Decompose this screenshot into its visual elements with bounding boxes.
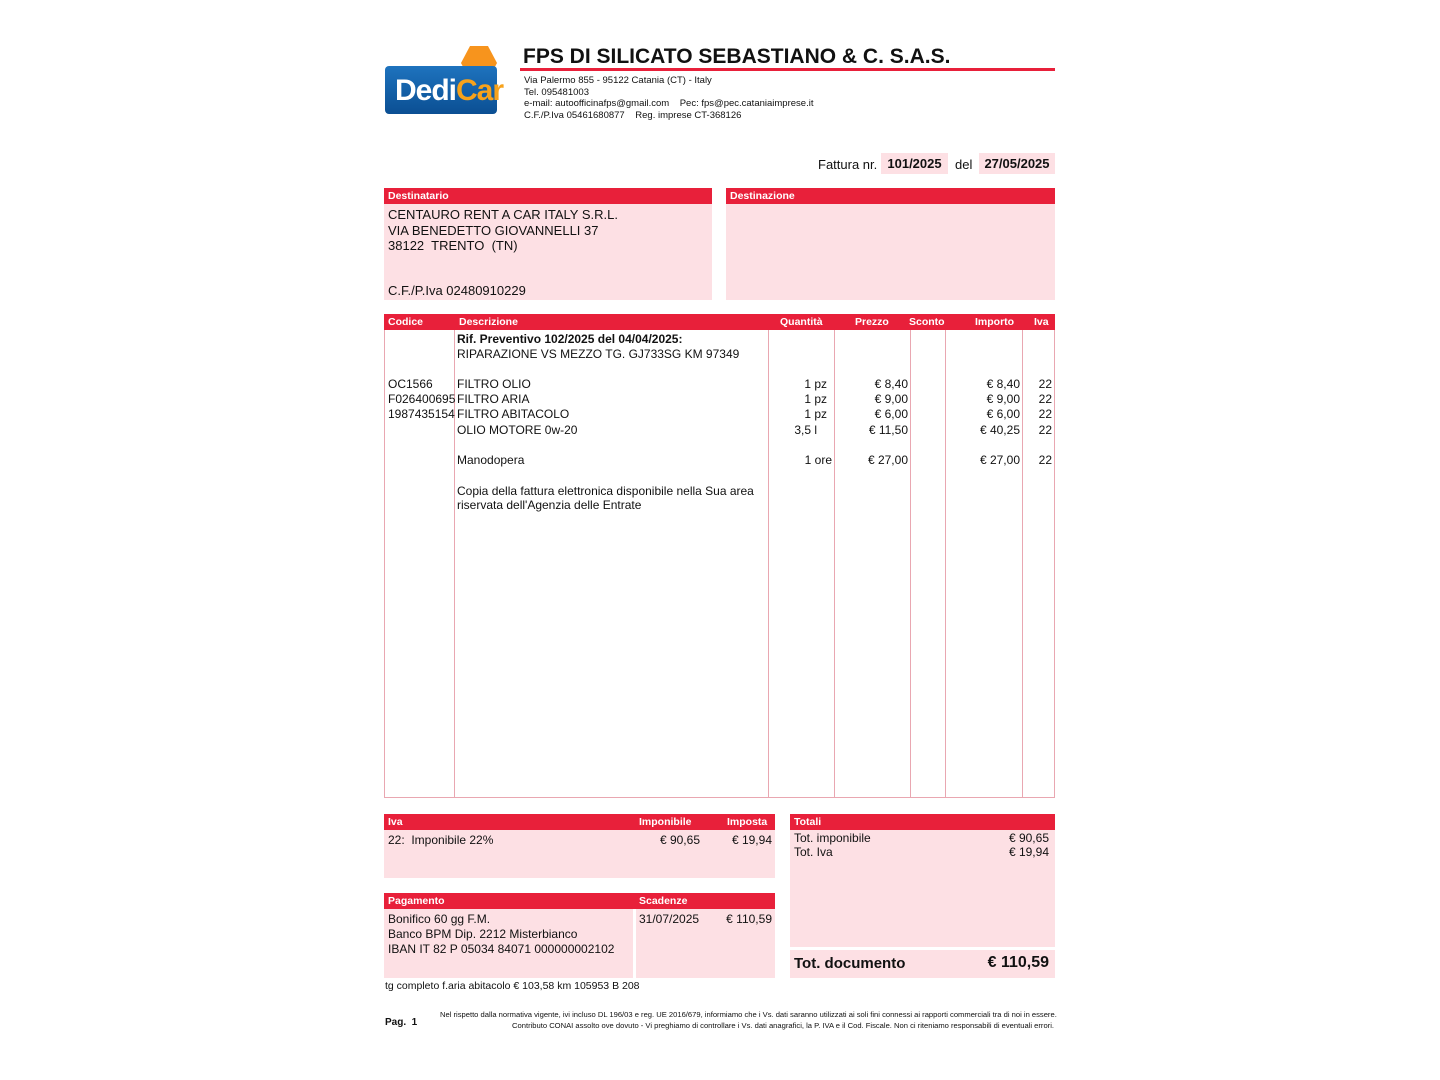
row-descrizione: FILTRO ABITACOLO <box>457 407 570 421</box>
tot-documento-value: € 110,59 <box>987 954 1049 971</box>
row-descrizione: Manodopera <box>457 453 525 467</box>
pagamento-box <box>384 909 633 978</box>
company-logo: DediCar <box>385 46 500 116</box>
company-divider <box>520 68 1055 71</box>
tot-imponibile-label: Tot. imponibile <box>794 831 871 845</box>
iva-imponibile: € 90,65 <box>659 833 700 847</box>
pagamento-header-label: Pagamento <box>388 895 445 907</box>
ref-description: RIPARAZIONE VS MEZZO TG. GJ733SG KM 97349 <box>457 347 740 361</box>
row-quantita: 1 pz <box>804 407 827 421</box>
row-importo: € 9,00 <box>986 392 1020 406</box>
iva-imponibile-header: Imponibile <box>639 816 692 828</box>
pagamento-iban: IBAN IT 82 P 05034 84071 000000002102 <box>388 942 615 956</box>
destinatario-header: Destinatario <box>384 188 712 204</box>
row-codice: OC1566 <box>388 377 433 391</box>
row-iva: 22 <box>1038 392 1052 406</box>
destinatario-street: VIA BENEDETTO GIOVANNELLI 37 <box>388 222 599 238</box>
tot-iva-label: Tot. Iva <box>794 845 833 859</box>
tot-imponibile-value: € 90,65 <box>1008 831 1049 845</box>
extra-note: tg completo f.aria abitacolo € 103,58 km 105953 B 208 <box>385 980 640 992</box>
row-importo: € 8,40 <box>986 377 1020 391</box>
iva-row-label: 22: Imponibile 22% <box>388 833 494 847</box>
row-iva: 22 <box>1038 453 1052 467</box>
row-importo: € 27,00 <box>979 453 1020 467</box>
col-divider <box>945 330 946 797</box>
iva-header-label: Iva <box>388 816 403 828</box>
row-descrizione: FILTRO OLIO <box>457 377 531 391</box>
company-email: e-mail: autoofficinafps@gmail.com Pec: fps@pec.cataniaimprese.it <box>524 98 814 109</box>
row-prezzo: € 6,00 <box>874 407 908 421</box>
footer-privacy-line: Nel rispetto dalla normativa vigente, ivi incluso DL 196/03 e reg. UE 2016/679, informiamo che i Vs. dati saranno utilizzati ai soli fini connessi ai rapporti commerciali tra di noi in essere. <box>440 1010 1057 1019</box>
table-note: riservata dell'Agenzia delle Entrate <box>457 498 642 512</box>
company-cf: C.F./P.Iva 05461680877 Reg. imprese CT-368126 <box>524 109 742 121</box>
row-quantita: 1 ore <box>804 453 832 467</box>
col-codice: Codice <box>388 316 424 328</box>
destinazione-header: Destinazione <box>726 188 1055 204</box>
tot-documento-label: Tot. documento <box>794 955 906 972</box>
invoice-date: 27/05/2025 <box>979 153 1055 174</box>
destinatario-city: 38122 TRENTO (TN) <box>388 238 518 253</box>
row-importo: € 6,00 <box>986 407 1020 421</box>
pagamento-method: Bonifico 60 gg F.M. <box>388 912 491 926</box>
col-iva: Iva <box>1034 316 1049 328</box>
row-prezzo: € 27,00 <box>867 453 908 467</box>
row-quantita: 1 pz <box>804 392 827 406</box>
row-descrizione: FILTRO ARIA <box>457 392 530 406</box>
page-number: Pag. 1 <box>385 1017 418 1028</box>
scadenza-date: 31/07/2025 <box>639 912 700 926</box>
pagamento-header <box>384 893 775 909</box>
row-quantita: 3,5 l <box>794 423 817 437</box>
col-prezzo: Prezzo <box>855 316 889 328</box>
scadenze-header: Scadenze <box>639 895 688 907</box>
row-iva: 22 <box>1038 423 1052 437</box>
scadenza-amount: € 110,59 <box>726 912 772 926</box>
row-prezzo: € 8,40 <box>874 377 908 391</box>
col-divider <box>1022 330 1023 797</box>
pagamento-bank: Banco BPM Dip. 2212 Misterbianco <box>388 927 578 941</box>
iva-box <box>384 830 775 878</box>
tot-documento-box <box>790 950 1055 978</box>
tot-iva-value: € 19,94 <box>1008 845 1049 859</box>
row-quantita: 1 pz <box>804 377 827 391</box>
col-sconto: Sconto <box>909 316 945 328</box>
invoice-number-label: Fattura nr. <box>818 157 878 172</box>
col-quantita: Quantità <box>780 316 823 328</box>
col-importo: Importo <box>975 316 1015 328</box>
row-prezzo: € 9,00 <box>874 392 908 406</box>
row-iva: 22 <box>1038 377 1052 391</box>
company-address: Via Palermo 855 - 95122 Catania (CT) - Italy <box>524 75 712 86</box>
iva-header <box>384 814 775 830</box>
ref-title: Rif. Preventivo 102/2025 del 04/04/2025: <box>457 332 683 346</box>
destinazione-box <box>726 204 1055 300</box>
invoice-number: 101/2025 <box>881 153 948 174</box>
company-tel: Tel. 095481003 <box>524 86 589 98</box>
totali-box <box>790 830 1055 947</box>
destinatario-cf: C.F./P.Iva 02480910229 <box>388 283 526 298</box>
iva-imposta: € 19,94 <box>731 833 772 847</box>
row-descrizione: OLIO MOTORE 0w-20 <box>457 423 578 437</box>
items-table-header <box>384 314 1055 330</box>
row-importo: € 40,25 <box>979 423 1020 437</box>
company-name: FPS DI SILICATO SEBASTIANO & C. S.A.S. <box>523 45 951 68</box>
col-divider <box>834 330 835 797</box>
company-address-block <box>524 75 813 121</box>
col-descrizione: Descrizione <box>459 316 518 328</box>
table-note: Copia della fattura elettronica disponibile nella Sua area <box>457 484 754 498</box>
destinatario-box <box>384 204 712 300</box>
invoice-date-label: del <box>955 157 973 172</box>
footer-privacy <box>440 1009 1057 1031</box>
destinatario-name: CENTAURO RENT A CAR ITALY S.R.L. <box>388 207 618 222</box>
scadenze-box <box>636 909 775 978</box>
col-divider <box>768 330 769 797</box>
row-prezzo: € 11,50 <box>868 423 908 437</box>
row-codice: F026400695 <box>388 392 456 406</box>
row-codice: 1987435154 <box>388 407 455 421</box>
col-divider <box>910 330 911 797</box>
iva-imposta-header: Imposta <box>727 816 768 828</box>
totali-header: Totali <box>790 814 1055 830</box>
footer-conai-line: Contributo CONAI assolto ove dovuto - Vi preghiamo di controllare i Vs. dati anagrafici, la P. IVA e il Cod. Fiscale. Non ci riteniamo responsabili di eventuali errori. <box>512 1021 1054 1030</box>
row-iva: 22 <box>1038 407 1052 421</box>
